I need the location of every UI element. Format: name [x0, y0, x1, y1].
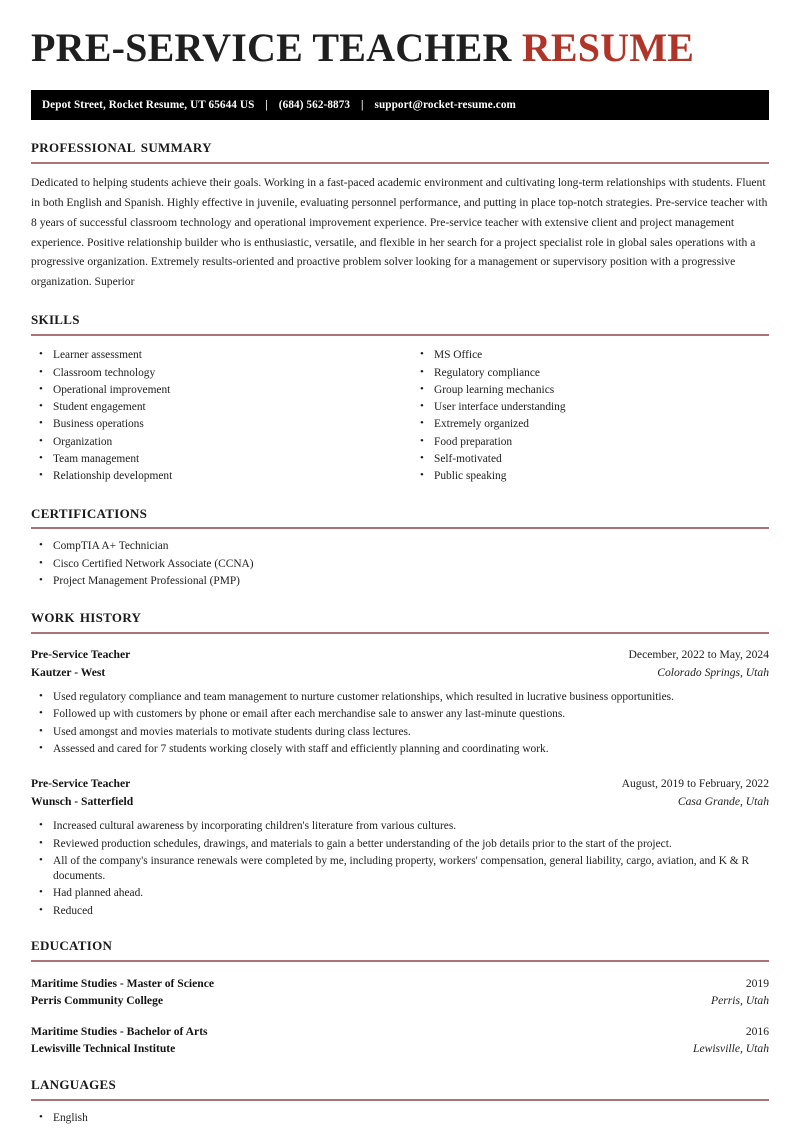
section-heading-languages: languages	[31, 1073, 117, 1095]
section-divider-work-history	[31, 632, 769, 634]
contact-separator-2: |	[361, 98, 364, 111]
education-degree: Maritime Studies - Master of Science	[31, 976, 214, 990]
work-dates: December, 2022 to May, 2024	[628, 648, 769, 662]
education-degree: Maritime Studies - Bachelor of Arts	[31, 1024, 208, 1038]
section-skills	[31, 309, 769, 485]
skills-columns	[31, 338, 769, 485]
section-languages	[31, 1074, 769, 1127]
list-item: • Regulatory compliance	[434, 365, 769, 382]
list-item: • Business operations	[53, 416, 400, 433]
list-item: • Cisco Certified Network Associate (CCNA)	[53, 556, 769, 573]
education-degree-row	[31, 975, 769, 992]
list-item: • Relationship development	[53, 468, 400, 485]
certifications-list	[31, 538, 769, 590]
contact-phone[interactable]: (684) 562-8873	[278, 98, 351, 111]
contact-line	[42, 99, 516, 111]
summary-text: Dedicated to helping students achieve their goals. Working in a fast-paced academic environment and cultivating long-term relationships with students. Fluent in both English and Spanish. Highly effective in juvenile, evaluating personnel performance, and putting in place top-notch strategies. Pre-service teacher with 8 years of successful classroom technology and operational improvement experience. Pre-service teacher with extensive client and project management experience. Positive relationship builder who is enthusiastic, versatile, and flexible in her search for a project specialist role in global sales operations with a progressive organization. Extremely results-oriented and proactive problem solver looking for a management or supervisory position with a progressive organization. Superior	[31, 175, 768, 289]
section-heading-summary: professional summary	[31, 135, 212, 157]
education-location: Perris, Utah	[711, 994, 769, 1008]
list-item: • Used amongst and movies materials to motivate students during class lectures.	[53, 724, 769, 741]
list-item: • Group learning mechanics	[434, 382, 769, 399]
languages-list	[31, 1110, 769, 1127]
education-year: 2016	[745, 1024, 769, 1038]
section-divider-languages	[31, 1099, 769, 1101]
work-company: Kautzer - West	[31, 666, 106, 680]
resume-title-main: PRE-SERVICE TEACHER	[31, 25, 512, 70]
section-certifications	[31, 503, 769, 591]
skills-list-right	[412, 347, 769, 485]
section-heading-certifications: certifications	[31, 501, 148, 523]
list-item: • Student engagement	[53, 399, 400, 416]
work-location: Colorado Springs, Utah	[657, 666, 769, 680]
education-entry	[31, 975, 769, 1010]
work-bullets	[31, 689, 769, 758]
education-school: Perris Community College	[31, 994, 164, 1008]
resume-title	[31, 0, 769, 71]
education-location: Lewisville, Utah	[693, 1042, 769, 1056]
section-divider-education	[31, 960, 769, 962]
work-bullets	[31, 818, 769, 920]
list-item: • Public speaking	[434, 468, 769, 485]
section-heading-education: education	[31, 933, 113, 955]
section-divider-certifications	[31, 527, 769, 529]
list-item: • Classroom technology	[53, 365, 400, 382]
list-item: • User interface understanding	[434, 399, 769, 416]
skills-column-left	[31, 338, 400, 485]
list-item: • Learner assessment	[53, 347, 400, 364]
list-item: • Had planned ahead.	[53, 885, 769, 902]
contact-email[interactable]: support@rocket-resume.com	[374, 98, 516, 111]
list-item: • Extremely organized	[434, 416, 769, 433]
list-item: • MS Office	[434, 347, 769, 364]
work-entry	[31, 775, 769, 920]
resume-title-accent: RESUME	[521, 25, 695, 70]
contact-bar	[31, 90, 769, 120]
education-entry	[31, 1023, 769, 1058]
list-item: • Reviewed production schedules, drawings, and materials to gain a better understanding of the job details prior to the start of the project.	[53, 836, 769, 853]
section-work-history	[31, 607, 769, 920]
list-item: • All of the company's insurance renewals were completed by me, including property, workers' compensation, general liability, cargo, aviation, and K & R documents.	[53, 853, 769, 886]
list-item: • Organization	[53, 434, 400, 451]
education-degree-row	[31, 1023, 769, 1040]
list-item: • English	[53, 1110, 769, 1127]
education-school: Lewisville Technical Institute	[31, 1042, 176, 1056]
work-entry-company-row	[31, 793, 769, 811]
section-divider-skills	[31, 334, 769, 336]
work-entry	[31, 646, 769, 758]
section-divider-summary	[31, 162, 769, 164]
work-entry-company-row	[31, 664, 769, 682]
section-professional-summary	[31, 137, 769, 293]
work-dates: August, 2019 to February, 2022	[621, 777, 769, 791]
list-item: • Operational improvement	[53, 382, 400, 399]
education-school-row	[31, 1040, 769, 1057]
work-location: Casa Grande, Utah	[677, 795, 769, 809]
list-item: • Increased cultural awareness by incorporating children's literature from various cultures.	[53, 818, 769, 835]
section-heading-skills: skills	[31, 308, 80, 330]
work-job-title: Pre-Service Teacher	[31, 648, 131, 662]
list-item: • CompTIA A+ Technician	[53, 538, 769, 555]
list-item: • Reduced	[53, 903, 769, 920]
list-item: • Used regulatory compliance and team management to nurture customer relationships, which resulted in lucrative business opportunities.	[53, 689, 769, 706]
list-item: • Self-motivated	[434, 451, 769, 468]
contact-separator-1: |	[265, 98, 268, 111]
education-school-row	[31, 992, 769, 1009]
section-heading-work-history: work history	[31, 606, 142, 628]
skills-column-right	[400, 338, 769, 485]
list-item: • Food preparation	[434, 434, 769, 451]
work-job-title: Pre-Service Teacher	[31, 777, 131, 791]
education-year: 2019	[745, 976, 769, 990]
section-education	[31, 935, 769, 1058]
list-item: • Followed up with customers by phone or email after each merchandise sale to answer any last-minute questions.	[53, 706, 769, 723]
contact-address: Depot Street, Rocket Resume, UT 65644 US	[42, 98, 255, 111]
list-item: • Project Management Professional (PMP)	[53, 573, 769, 590]
work-entry-title-row	[31, 646, 769, 664]
list-item: • Assessed and cared for 7 students working closely with staff and efficiently planning and coordinating work.	[53, 741, 769, 758]
skills-list-left	[31, 347, 400, 485]
work-entry-title-row	[31, 775, 769, 793]
work-company: Wunsch - Satterfield	[31, 795, 134, 809]
list-item: • Team management	[53, 451, 400, 468]
